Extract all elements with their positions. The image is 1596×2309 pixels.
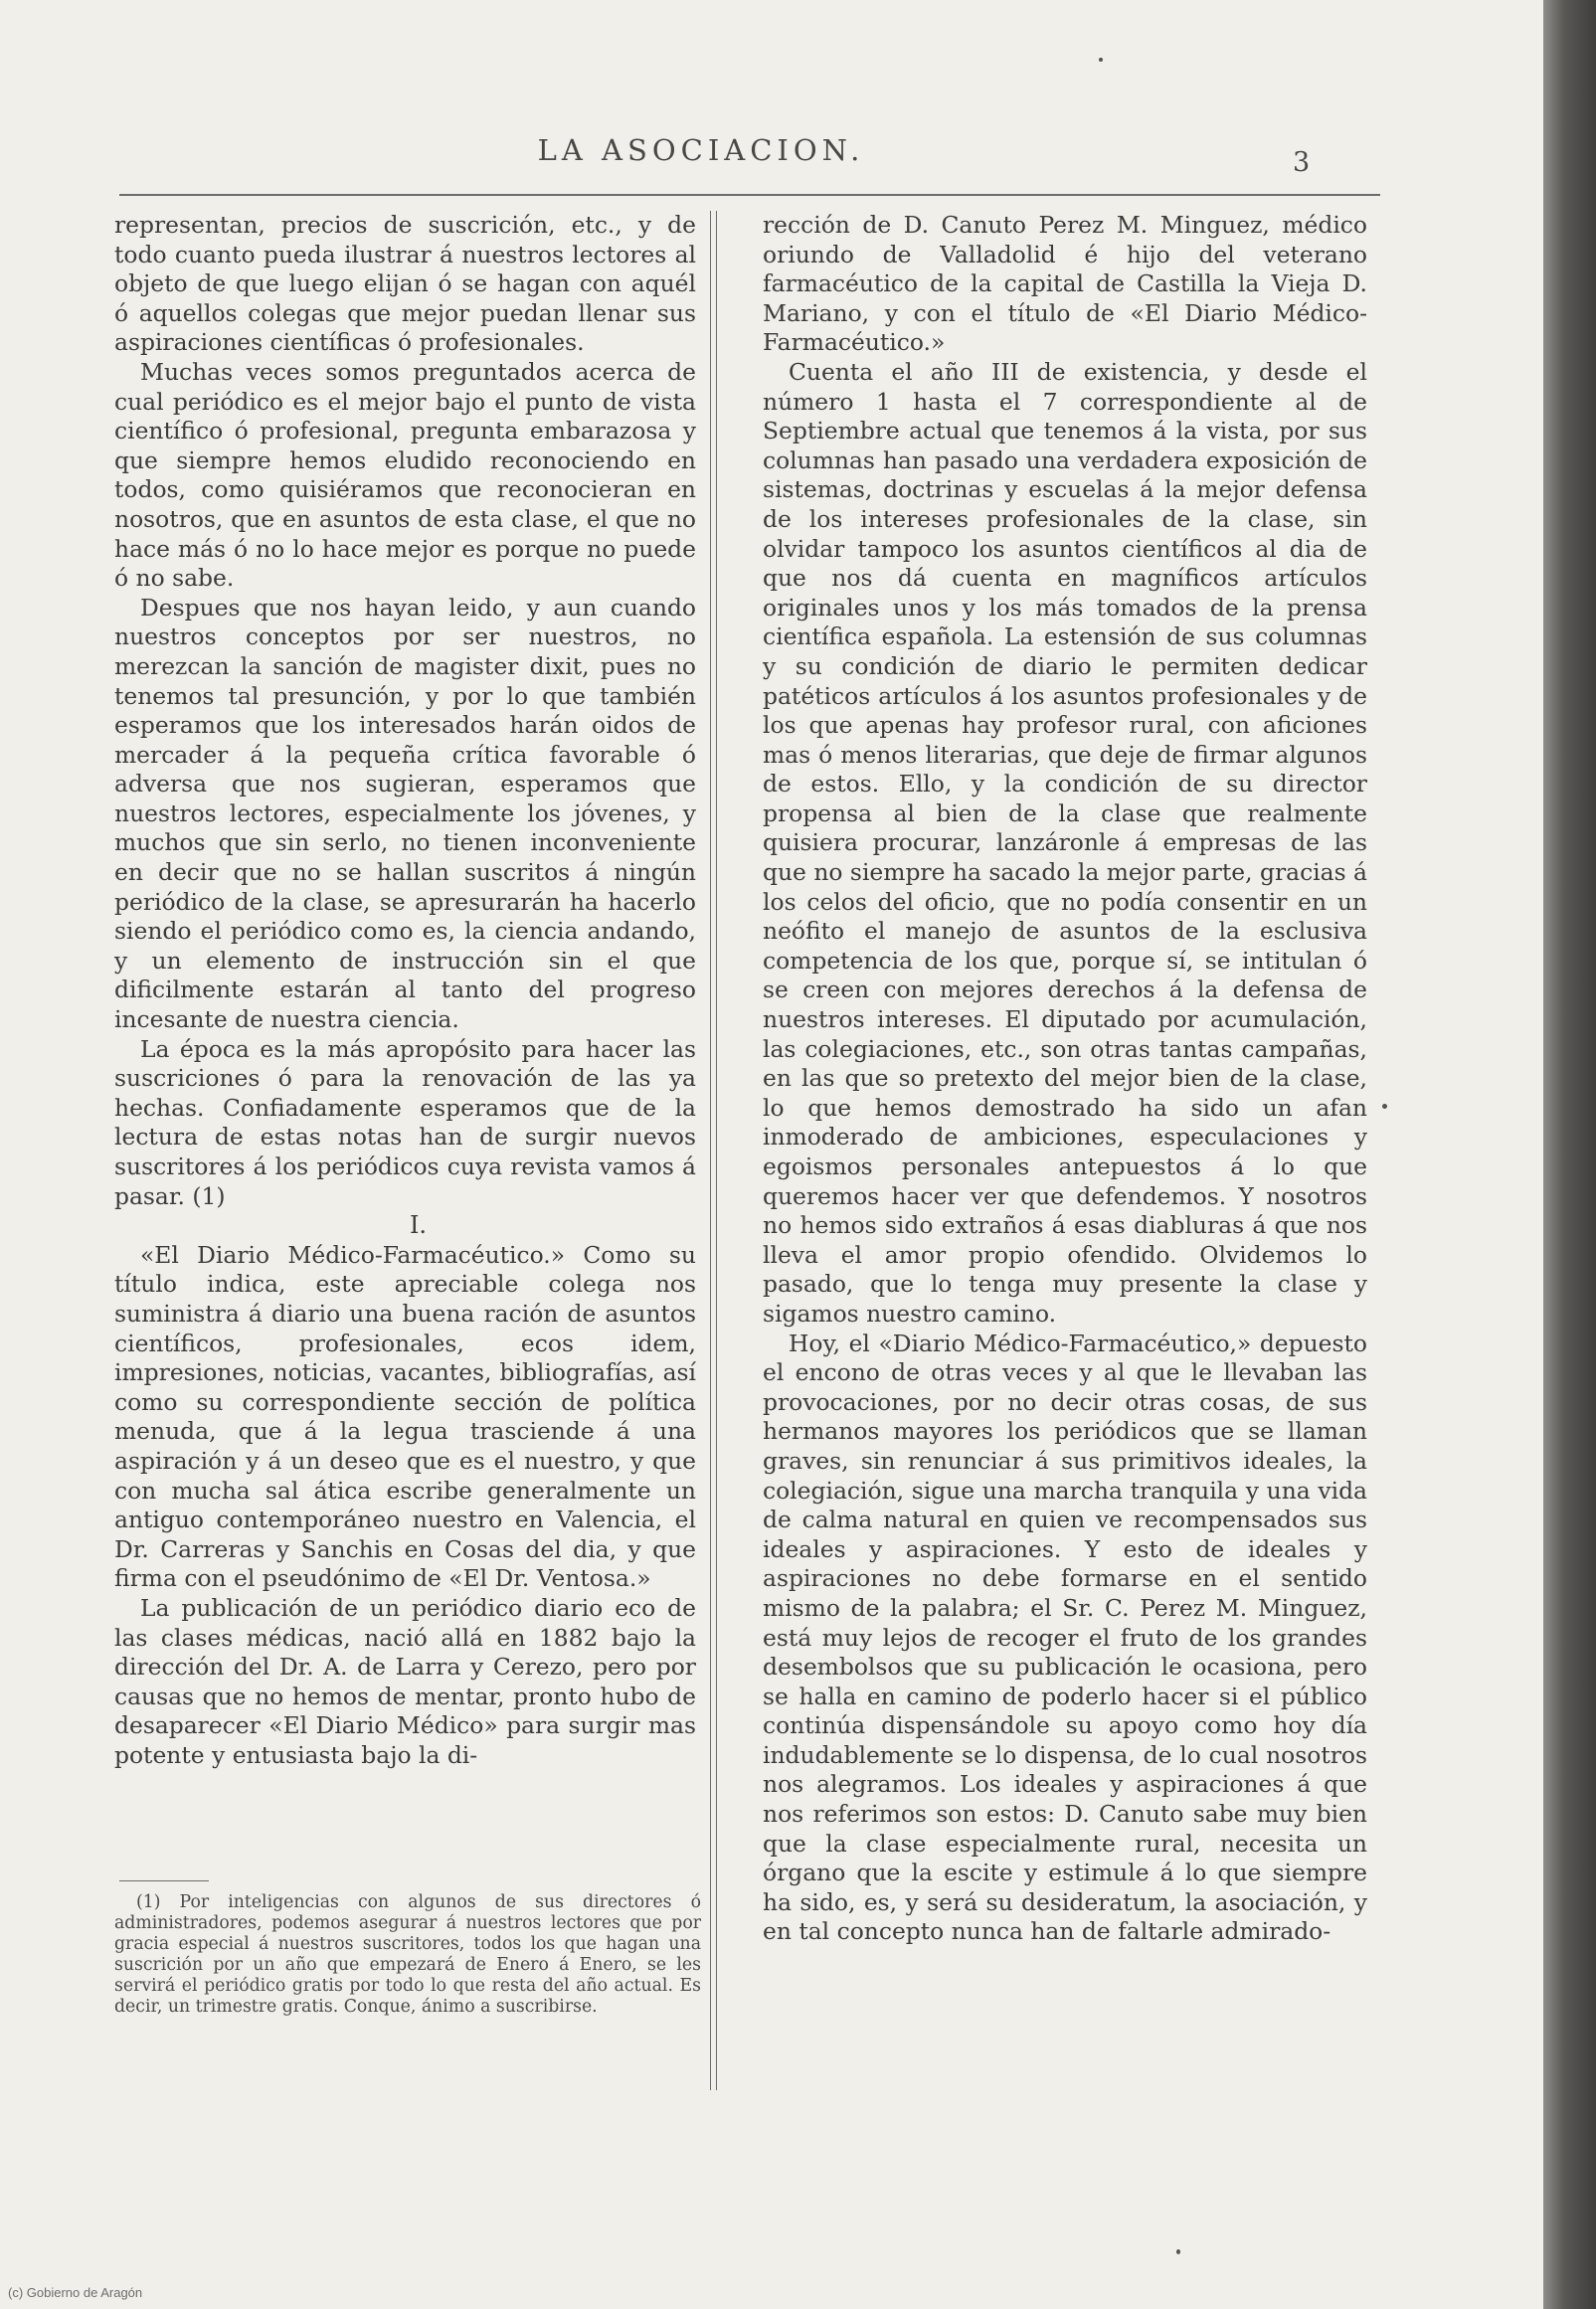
section-heading: I.: [409, 1211, 428, 1240]
footnote-rule: [119, 1880, 209, 1881]
footnote-text: (1) Por inteligencias con algunos de sus directores ó administradores, podemos asegurar á nuestros lectores que por gracia especial á nuestros suscritores, todos los que hagan una suscrición por un año que empezará de Enero á Enero, se les servirá el periódico gratis por todo lo que resta del año actual. Es decir, un trimestre gratis. Conque, ánimo a suscribirse.: [114, 1892, 701, 2017]
paragraph: rección de D. Canuto Perez M. Minguez, médico oriundo de Valladolid é hijo del veterano farmacéutico de la capital de Castilla la Vieja D. Mariano, y con el título de «El Diario Médico-Farmacéutico.»: [763, 211, 1367, 357]
paragraph: Cuenta el año III de existencia, y desde el número 1 hasta el 7 correspondiente al de Septiembre actual que tenemos á la vista, por sus columnas han pasado una verdadera exposición de sistemas, doctrinas y escuelas á la mejor defensa de los intereses profesionales de la clase, sin olvidar tampoco los asuntos científicos al dia de que nos dá cuenta en magníficos artículos originales unos y los más tomados de la prensa científica española. La estensión de sus columnas y su condición de diario le permiten dedicar patéticos artículos á los asuntos profesionales y de los que apenas hay profesor rural, con aficiones mas ó menos literarias, que deje de firmar algunos de estos. Ello, y la condición de su director propensa al bien de la clase que realmente quisiera procurar, lanzáronle á empresas de las que no siempre ha sacado la mejor parte, gracias á los celos del oficio, que no podía consentir en un neófito el manejo de asuntos de la esclusiva competencia de los que, porque sí, se intitulan ó se creen con mejores derechos á la defensa de nuestros intereses. El diputado por acumulación, las colegiaciones, etc., son otras tantas campañas, en las que so pretexto del mejor bien de la clase, lo que hemos demostrado ha sido un afan inmoderado de ambiciones, especulaciones y egoismos personales antepuestos á lo que queremos hacer ver que defendemos. Y nosotros no hemos sido extraños á esas diabluras á que nos lleva el amor propio ofendido. Olvidemos lo pasado, que lo tenga muy presente la clase y sigamos nuestro camino.: [763, 357, 1367, 1328]
paragraph: «El Diario Médico-Farmacéutico.» Como su título indica, este apreciable colega nos suministra á diario una buena ración de asuntos científicos, profesionales, ecos idem, impresiones, noticias, vacantes, bibliografías, así como su correspondiente sección de política menuda, que á la legua trasciende á una aspiración y á un deseo que es el nuestro, y que con mucha sal ática escribe generalmente un antiguo contemporáneo nuestro en Valencia, el Dr. Carreras y Sanchis en Cosas del dia, y que firma con el pseudónimo de «El Dr. Ventosa.»: [114, 1240, 696, 1593]
scan-speck: [1382, 1104, 1387, 1109]
paragraph: Muchas veces somos preguntados acerca de cual periódico es el mejor bajo el punto de vista científico ó profesional, pregunta embarazosa y que siempre hemos eludido reconociendo en todos, como quisiéramos que reconocieran en nosotros, que en asuntos de esta clase, el que no hace más ó no lo hace mejor es porque no puede ó no sabe.: [114, 357, 696, 593]
footnote: [114, 1892, 701, 2018]
running-header-title: LA ASOCIACION.: [537, 133, 865, 167]
page-edge-shadow: [1543, 0, 1596, 2309]
paragraph: La publicación de un periódico diario eco de las clases médicas, nació allá en 1882 bajo la dirección del Dr. A. de Larra y Cerezo, pero por causas que no hemos de mentar, pronto hubo de desaparecer «El Diario Médico» para surgir mas potente y entusiasta bajo la di-: [114, 1593, 696, 1769]
right-column: [763, 211, 1367, 1947]
column-divider: [710, 211, 717, 2090]
left-column: [114, 211, 696, 1770]
scan-speck: [1099, 58, 1103, 62]
paragraph: La época es la más apropósito para hacer las suscriciones ó para la renovación de las ya hechas. Confiadamente esperamos que de la lectura de estas notas han de surgir nuevos suscritores á los periódicos cuya revista vamos á pasar. (1): [114, 1034, 696, 1210]
scan-speck: [1176, 2249, 1180, 2254]
header-rule: [119, 194, 1380, 196]
image-credit: (c) Gobierno de Aragón: [8, 2285, 143, 2300]
paragraph: Despues que nos hayan leido, y aun cuando nuestros conceptos por ser nuestros, no merezcan la sanción de magister dixit, pues no tenemos tal presunción, y por lo que también esperamos que los interesados harán oidos de mercader á la pequeña crítica favorable ó adversa que nos sugieran, esperamos que nuestros lectores, especialmente los jóvenes, y muchos que sin serlo, no tienen inconveniente en decir que no se hallan suscritos á ningún periódico de la clase, se apresurarán ha hacerlo siendo el periódico como es, la ciencia andando, y un elemento de instrucción sin el que dificilmente estarán al tanto del progreso incesante de nuestra ciencia.: [114, 593, 696, 1034]
page-number: 3: [1293, 147, 1311, 178]
paragraph: Hoy, el «Diario Médico-Farmacéutico,» depuesto el encono de otras veces y al que le llevaban las provocaciones, por no decir otras cosas, de sus hermanos mayores los periódicos que se llaman graves, sin renunciar á sus primitivos ideales, la colegiación, sigue una marcha tranquila y una vida de calma natural en quien ve recompensados sus ideales y aspiraciones. Y esto de ideales y aspiraciones no debe formarse en el sentido mismo de la palabra; el Sr. C. Perez M. Minguez, está muy lejos de recoger el fruto de los grandes desembolsos que su publicación le ocasiona, pero se halla en camino de poderlo hacer si el público continúa dispensándole su apoyo como hoy día indudablemente se lo dispensa, de lo cual nosotros nos alegramos. Los ideales y aspiraciones á que nos referimos son estos: D. Canuto sabe muy bien que la clase especialmente rural, necesita un órgano que la escite y estimule á lo que siempre ha sido, es, y será su desideratum, la asociación, y en tal concepto nunca han de faltarle admirado-: [763, 1329, 1367, 1946]
paragraph: representan, precios de suscrición, etc., y de todo cuanto pueda ilustrar á nuestros lectores al objeto de que luego elijan ó se hagan con aquél ó aquellos colegas que mejor puedan llenar sus aspiraciones científicas ó profesionales.: [114, 211, 696, 357]
